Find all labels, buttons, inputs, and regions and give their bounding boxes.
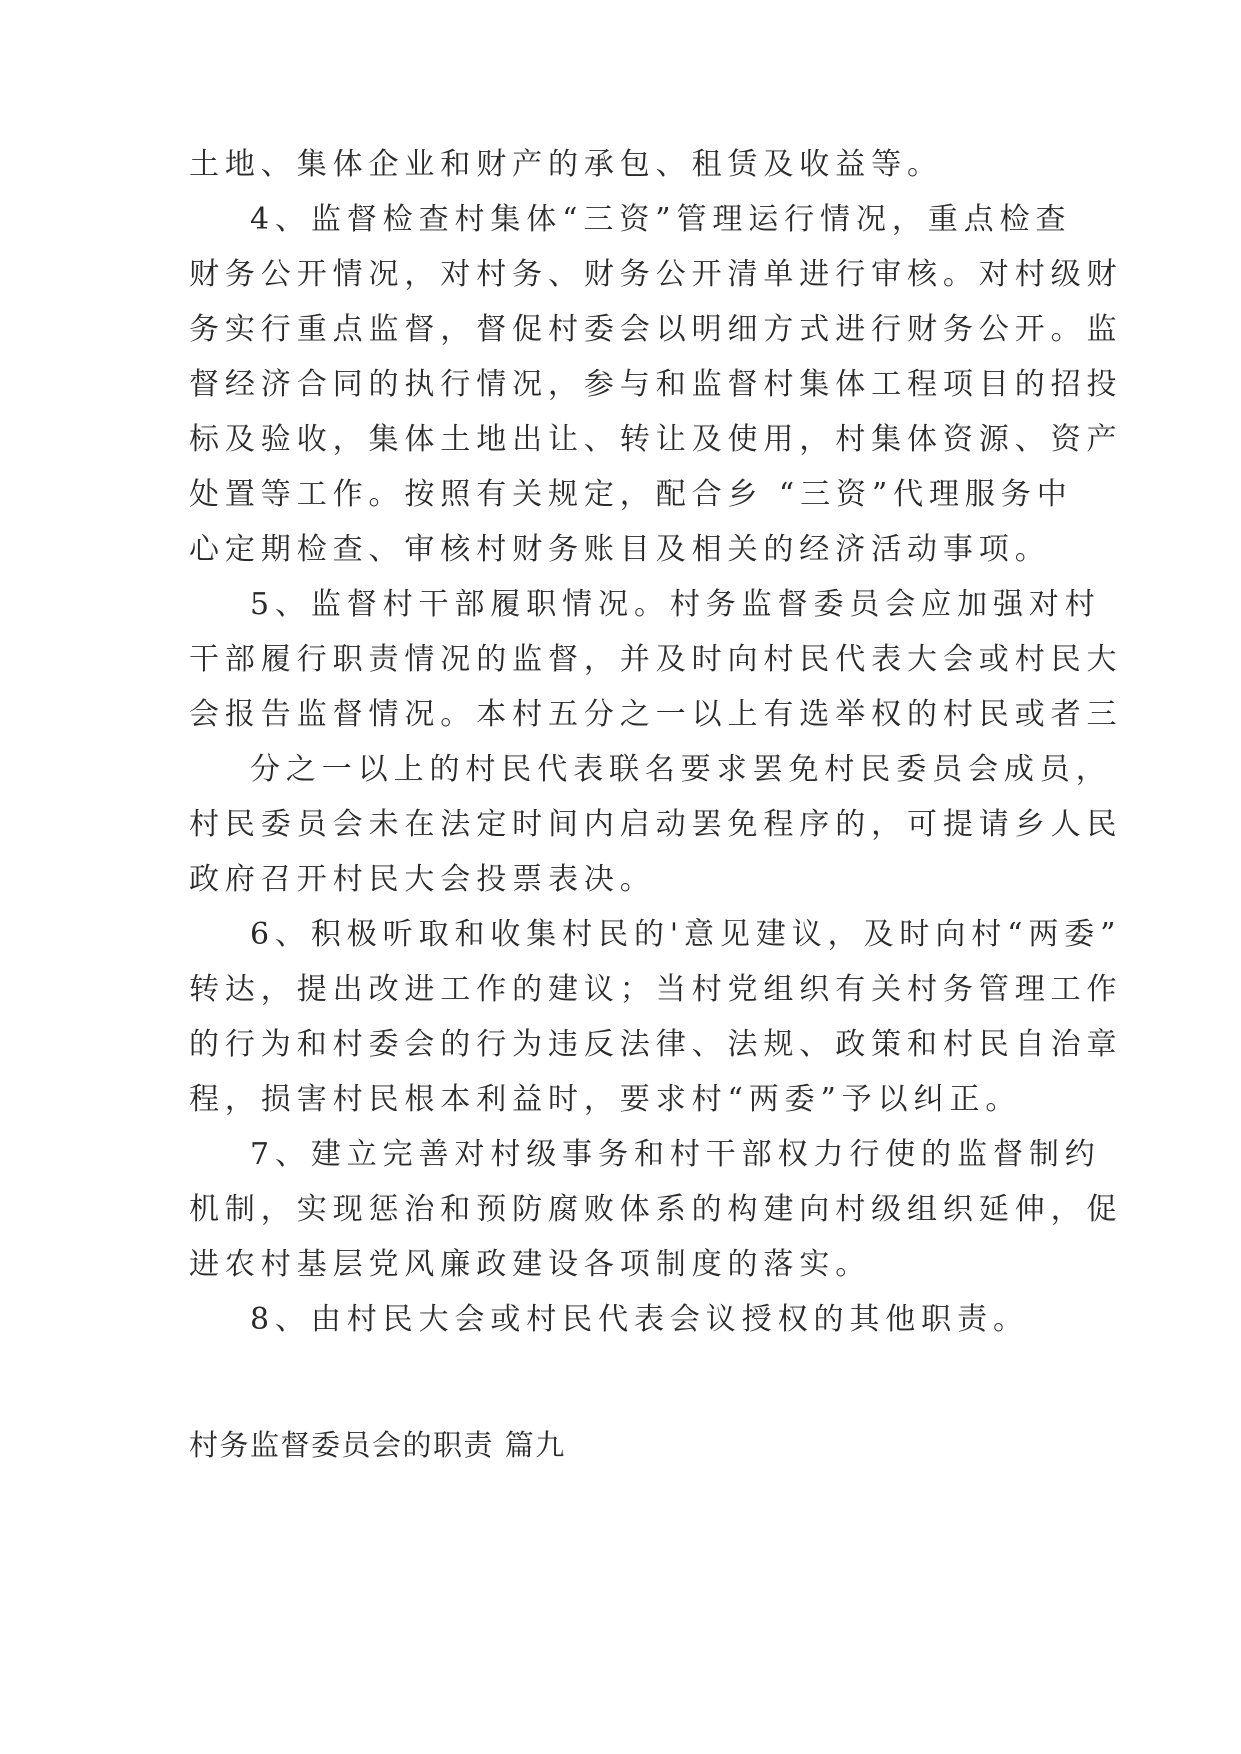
text-line: 务实行重点监督，督促村委会以明细方式进行财务公开。监: [189, 312, 1123, 347]
text-line: 8、由村民大会或村民代表会议授权的其他职责。: [250, 1302, 1029, 1337]
text-line: 的行为和村委会的行为违反法律、法规、政策和村民自治章: [189, 1027, 1123, 1062]
text-line: 标及验收，集体土地出让、转让及使用，村集体资源、资产: [189, 422, 1123, 457]
text-line: 处置等工作。按照有关规定，配合乡 “三资”代理服务中: [189, 477, 1073, 512]
text-line: 7、建立完善对村级事务和村干部权力行使的监督制约: [250, 1137, 1101, 1172]
text-line: 5、监督村干部履职情况。村务监督委员会应加强对村: [250, 587, 1101, 622]
text-line: 财务公开情况，对村务、财务公开清单进行审核。对村级财: [189, 257, 1123, 292]
text-line: 土地、集体企业和财产的承包、租赁及收益等。: [189, 147, 943, 182]
text-line: 村民委员会未在法定时间内启动罢免程序的，可提请乡人民: [189, 807, 1123, 842]
text-line: 机制，实现惩治和预防腐败体系的构建向村级组织延伸，促: [189, 1192, 1123, 1227]
text-line: 心定期检查、审核村财务账目及相关的经济活动事项。: [189, 532, 1051, 567]
section-title: 村务监督委员会的职责 篇九: [189, 1428, 566, 1462]
text-line: 政府召开村民大会投票表决。: [189, 862, 656, 897]
text-line: 进农村基层党风廉政建设各项制度的落实。: [189, 1247, 872, 1282]
text-line: 督经济合同的执行情况，参与和监督村集体工程项目的招投: [189, 367, 1123, 402]
text-line: 会报告监督情况。本村五分之一以上有选举权的村民或者三: [189, 697, 1123, 732]
text-line: 4、监督检查村集体“三资”管理运行情况，重点检查: [250, 202, 1072, 237]
text-line: 分之一以上的村民代表联名要求罢免村民委员会成员，: [250, 752, 1112, 787]
text-line: 干部履行职责情况的监督，并及时向村民代表大会或村民大: [189, 642, 1123, 677]
text-line: 程，损害村民根本利益时，要求村“两委”予以纠正。: [189, 1082, 1022, 1117]
text-line: 6、积极听取和收集村民的'意见建议，及时向村“两委”: [250, 917, 1122, 952]
text-line: 转达，提出改进工作的建议；当村党组织有关村务管理工作: [189, 972, 1123, 1007]
